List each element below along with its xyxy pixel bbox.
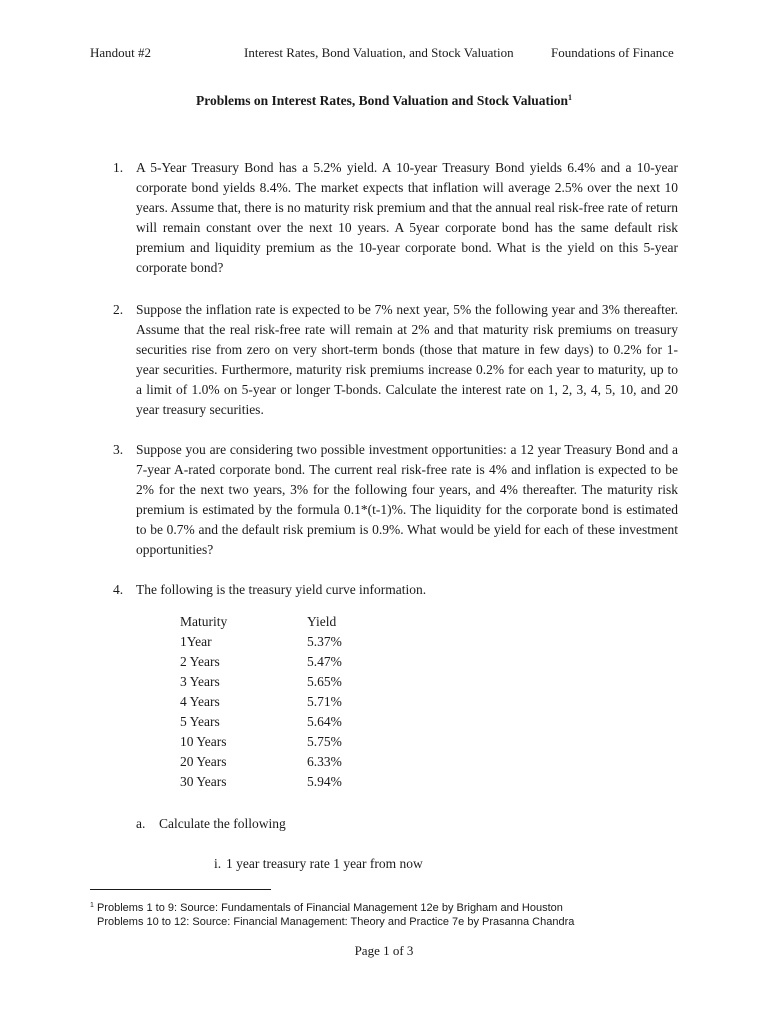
table-cell-maturity: 4 Years	[180, 694, 220, 709]
table-cell-maturity: 2 Years	[180, 654, 220, 669]
table-cell-yield: 5.75%	[307, 734, 342, 749]
problem-number: 3.	[113, 442, 124, 457]
problem-number: 2.	[113, 302, 124, 317]
sub-item-text: Calculate the following	[159, 816, 286, 831]
problem-text: A 5-Year Treasury Bond has a 5.2% yield. A 10-year Treasury Bond yields 6.4% and a 10-year corporate bond yields 8.4%. The market expects that inflation will average 2.5% over the next 10 years. Assume that, there is no maturity risk premium and that the annual real risk-free rate of return will remain constant over the next 10 years. A 5year corporate bond has the same default risk premium and liquidity premium as the 10-year corporate bond. What is the yield on this 5-year corporate bond?	[136, 160, 678, 275]
problem-number: 1.	[113, 160, 124, 175]
header-right: Foundations of Finance	[551, 45, 674, 60]
table-cell-yield: 5.64%	[307, 714, 342, 729]
table-cell-yield: 5.47%	[307, 654, 342, 669]
header-left: Handout #2	[90, 45, 152, 60]
table-header-maturity: Maturity	[180, 614, 228, 629]
table-cell-maturity: 1Year	[180, 634, 212, 649]
table-cell-maturity: 30 Years	[180, 774, 227, 789]
table-cell-yield: 5.94%	[307, 774, 342, 789]
table-header-yield: Yield	[307, 614, 337, 629]
footnote-divider	[90, 889, 271, 890]
problem-text: Suppose the inflation rate is expected to be 7% next year, 5% the following year and 3% thereafter. Assume that the real risk-free rate will remain at 2% and that maturity risk premiums on treasury securities rise from zero on very short-term bonds (those that mature in few days) to 0.2% for 1-year securities. Furthermore, maturity risk premiums increase 0.2% for each year to maturity, up to a limit of 1.0% on 5-year or longer T-bonds. Calculate the interest rate on 1, 2, 3, 4, 5, 10, and 20 year treasury securities.	[136, 302, 678, 417]
footnote-text-1: Problems 1 to 9: Source: Fundamentals of Financial Management 12e by Brigham and Houston	[96, 902, 563, 914]
table-cell-yield: 5.65%	[307, 674, 342, 689]
table-cell-maturity: 3 Years	[180, 674, 220, 689]
problem-number: 4.	[113, 582, 124, 597]
page-title-text: Problems on Interest Rates, Bond Valuation and Stock Valuation	[196, 93, 568, 108]
table-cell-maturity: 10 Years	[180, 734, 227, 749]
problem-text: The following is the treasury yield curve information.	[136, 582, 427, 597]
table-cell-maturity: 20 Years	[180, 754, 227, 769]
sub-item-label: a.	[136, 816, 146, 831]
table-cell-yield: 6.33%	[307, 754, 342, 769]
footnote-mark: 1	[90, 902, 94, 909]
footnote-line-2: Problems 10 to 12: Source: Financial Management: Theory and Practice 7e by Prasanna Chandra	[97, 916, 575, 928]
table-cell-yield: 5.71%	[307, 694, 342, 709]
problem-text: Suppose you are considering two possible investment opportunities: a 12 year Treasury Bond and a 7-year A-rated corporate bond. The current real risk-free rate is 4% and inflation is expected to be 2% for the next two years, 3% for the following four years, and 4% thereafter. The maturity risk premium is estimated by the formula 0.1*(t-1)%. The liquidity for the corporate bond is estimated to be 0.7% and the default risk premium is 0.9%. What would be yield for each of these investment opportunities?	[136, 442, 678, 557]
page-number: Page 1 of 3	[354, 943, 414, 958]
table-cell-yield: 5.37%	[307, 634, 342, 649]
page-title	[0, 93, 768, 109]
sub-sub-item-text: 1 year treasury rate 1 year from now	[226, 856, 423, 871]
title-footnote-mark: 1	[567, 93, 572, 102]
sub-sub-item-label: i.	[214, 856, 222, 871]
header-center: Interest Rates, Bond Valuation, and Stock Valuation	[244, 45, 514, 60]
table-cell-maturity: 5 Years	[180, 714, 220, 729]
